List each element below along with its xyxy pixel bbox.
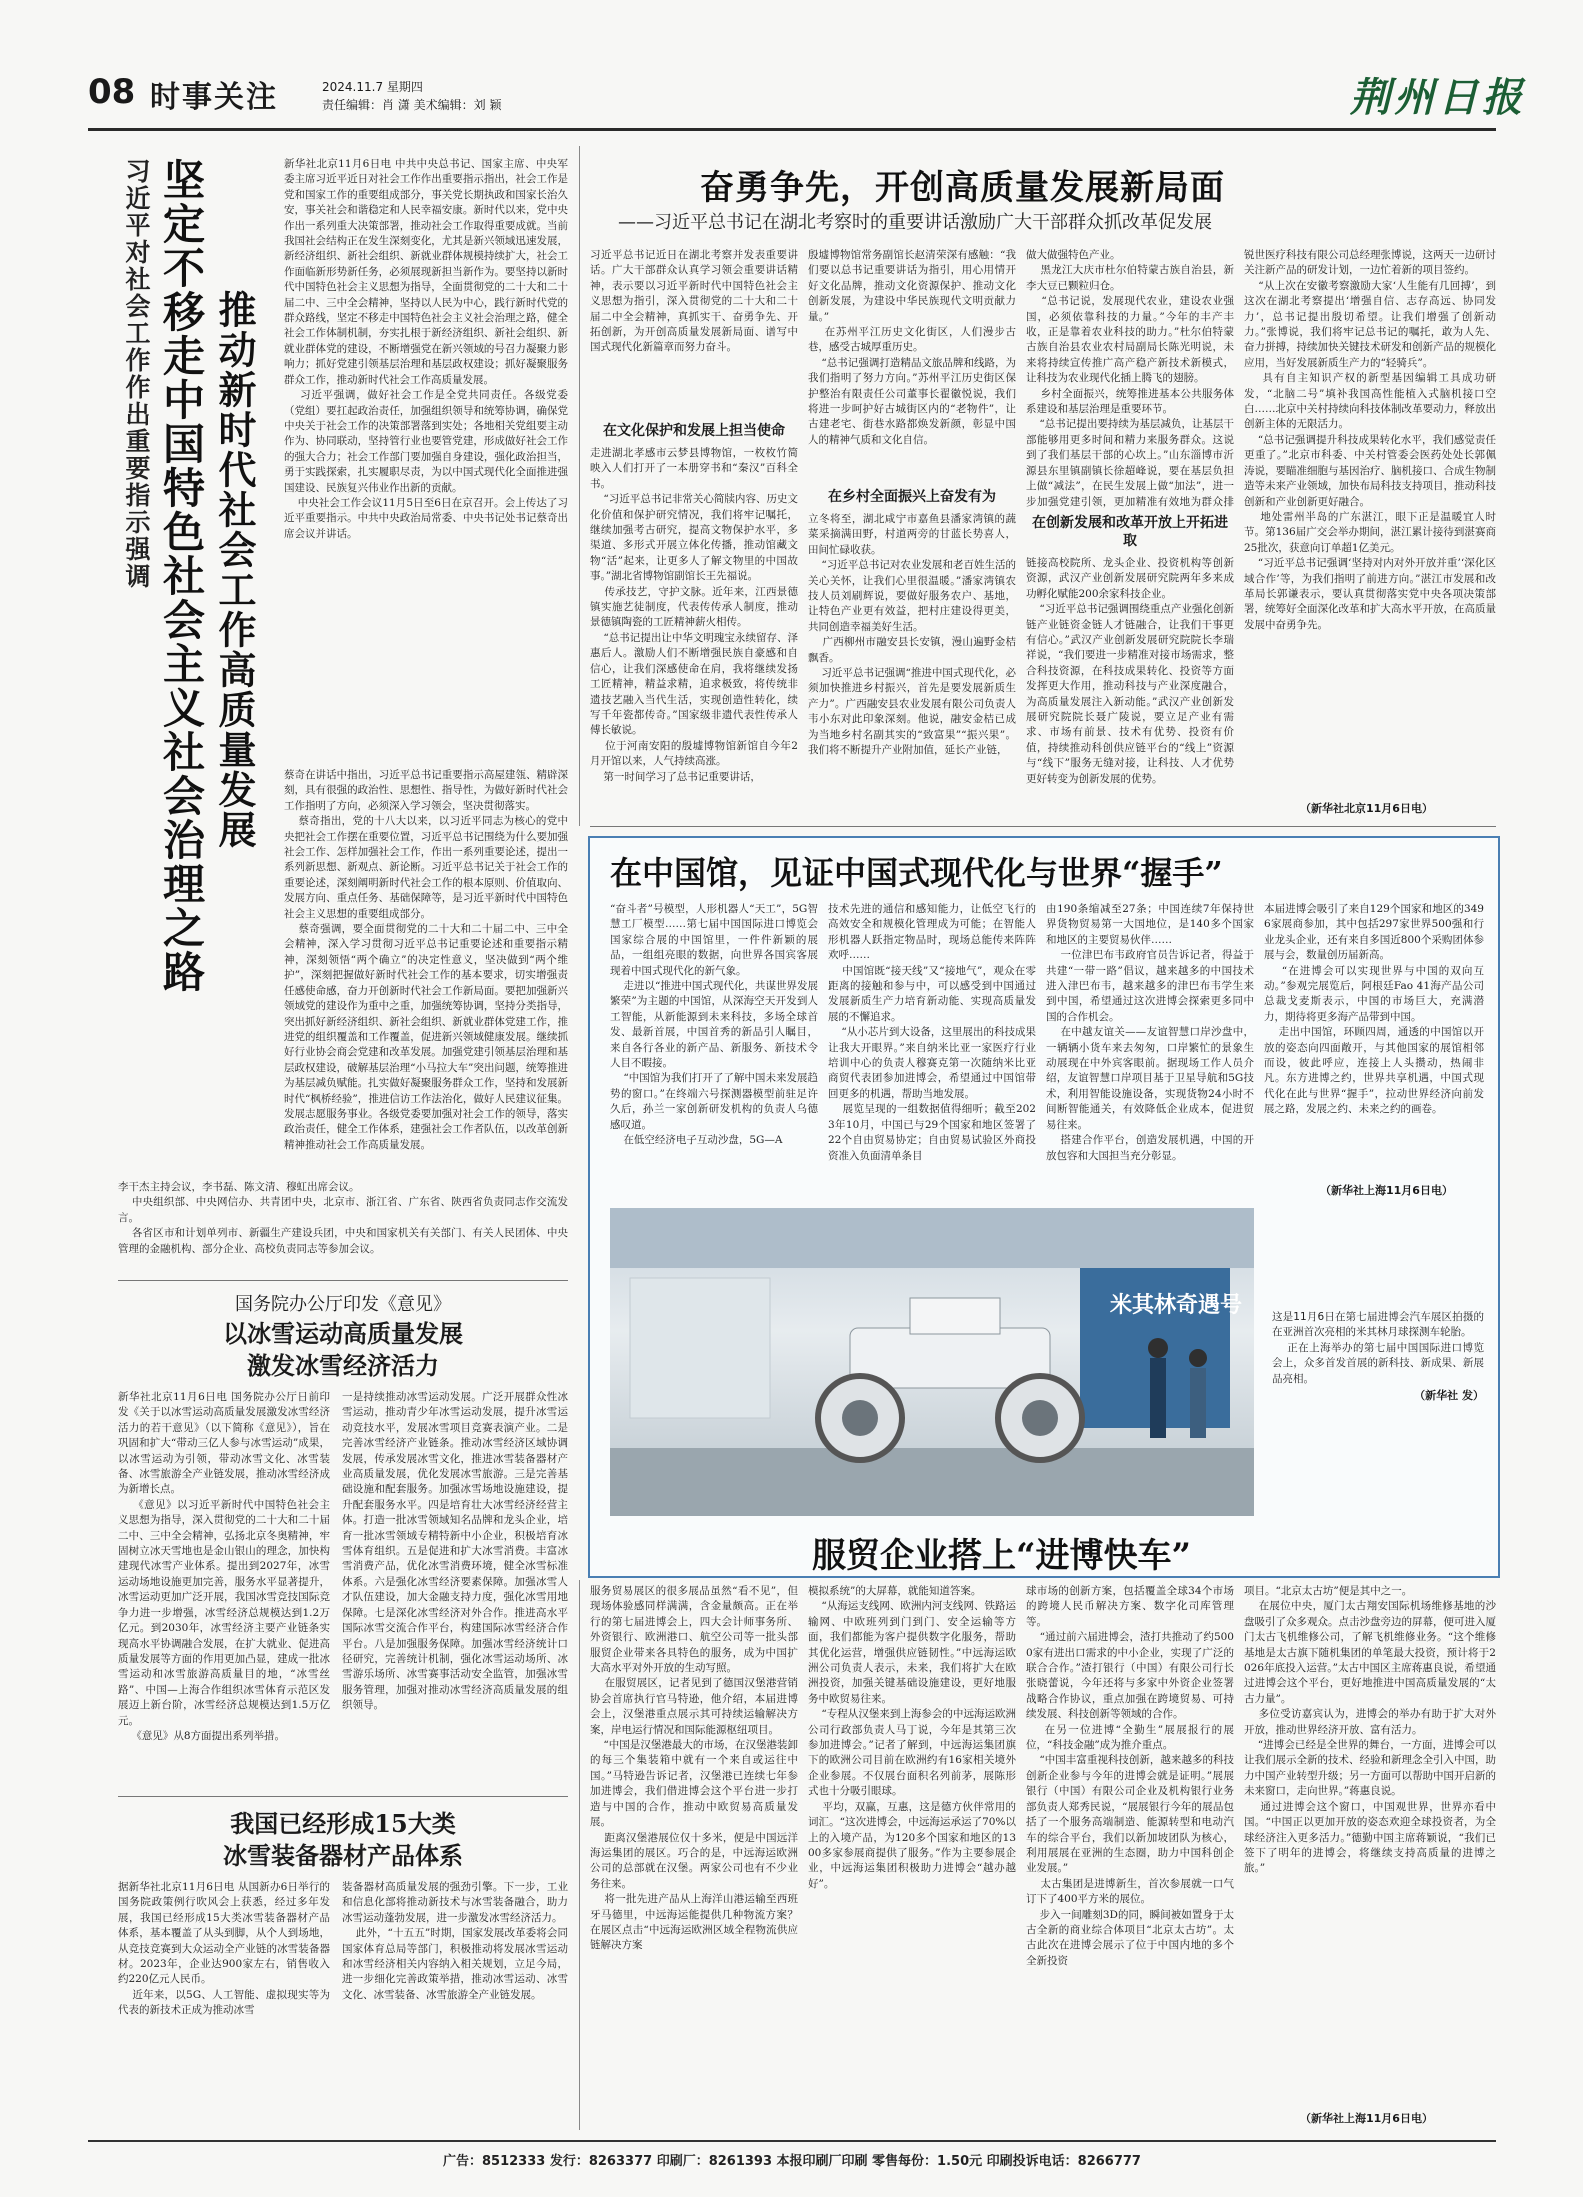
section-rule-1 — [590, 826, 1496, 827]
lead-column-2: 蔡奇在讲话中指出，习近平总书记重要指示高屋建瓴、精辟深刻，具有很强的政治性、思想性、指导性，为做好新时代社会工作指明了方向，必须深入学习领会，坚决贯彻落实。 蔡奇指出，党的十八大以来，以习近平同志为核心的党中央把社会工作摆在重要位置，习近平总书记围绕为什么要加强社会工作、怎样加强社会工作，作出一系列重要论述，提出一系列新思想、新观点、新论断。习近平总书记关于社会工作的重要论述，深刻阐明新时代社会工作的根本原则、价值取向、发展方向、重点任务、基础保障等，是习近平新时代中国特色社会主义思想的重要组成部分。 蔡奇强调，要全面贯彻党的二十大和二十届二中、三中全会精神，深入学习贯彻习近平总书记重要论述和重要指示精神，深刻领悟“两个确立”的决定性意义，坚决做到“两个维护”，深刻把握做好新时代社会工作的基本要求，切实增强责任感使命感，奋力开创新时代社会工作新局面。要把加强新兴领域党的建设作为重中之重，加强统筹协调，坚持分类指导，突出抓好新经济组织、新社会组织、新就业群体党建工作，推进党的组织覆盖和工作覆盖，促进新兴领域健康发展。继续抓好行业协会商会党建和改革发展。加强党建引领基层治理和基层政权建设，破解基层治理“小马拉大车”突出问题，统筹推进为基层减负赋能。扎实做好凝聚服务群众工作，坚持和发展新时代“枫桥经验”，推进信访工作法治化，做好人民建议征集。发展志愿服务事业。各级党委要加强对社会工作的领导，落实政治责任，健全工作体系，建强社会工作者队伍，以改革创新精神推动社会工作高质量发展。 — [284, 769, 568, 1151]
section-rule-3 — [118, 1796, 568, 1797]
ice-column-2: 一是持续推动冰雪运动发展。广泛开展群众性冰雪运动，推动青少年冰雪运动发展，提升冰雪运动竞技水平，发展冰雪项目竞赛表演产业。二是完善冰雪经济产业链条。推动冰雪经济区域协调发展，传承发展冰雪文化，推进冰雪装备器材产业高质量发展，优化发展冰雪旅游。三是完善基础设施和配套服务。加强冰雪场地设施建设，提升配套服务水平。四是培育壮大冰雪经济经营主体。打造一批冰雪领域知名品牌和龙头企业，培育一批冰雪领域专精特新中小企业，积极培育冰雪体育组织。五是促进和扩大冰雪消费。丰富冰雪消费产品，优化冰雪消费环境，健全冰雪标准体系。六是强化冰雪经济要素保障。加强冰雪人才队伍建设，加大金融支持力度，强化冰雪用地保障。七是深化冰雪经济对外合作。推进高水平国际冰雪交流合作平台，构建国际冰雪经济合作平台。八是加强服务保障。加强冰雪经济统计口径研究，完善统计机制，强化冰雪运动场所、冰雪游乐场所、冰雪赛事活动安全监管，加强冰雪服务管理，加强对推动冰雪经济高质量发展的组织领导。 — [342, 1391, 568, 1712]
trade-column-1: 服务贸易展区的很多展品虽然“看不见”，但现场体验感同样满满，含金量颇高。正在举行的第七届进博会上，四大会计师事务所、外资银行、欧洲港口、航空公司等一批头部服贸企业带来各具特色的服务，成为中国扩大高水平对外开放的生动写照。 在服贸展区，记者见到了德国汉堡港营销协会首席执行官马特逊，他介绍，本届进博会上，汉堡港重点展示其可持续运输解决方案，岸电运行情况和国际能源枢纽项目。 “中国是汉堡港最大的市场，在汉堡港装卸的每三个集装箱中就有一个来自或运往中国。”马特逊告诉记者，汉堡港已连续七年参加进博会，我们借进博会这个平台进一步打造与中国的合作，推动中欧贸易高质量发展。 距离汉堡港展位仅十多米，便是中国远洋海运集团的展区。巧合的是，中远海运欧洲公司的总部就在汉堡。两家公司也有不少业务往来。 将一批先进产品从上海洋山港运输至西班牙马德里，中远海运能提供几种物流方案？在展区点击“中远海运欧洲区域全程物流供应链解决方案 — [590, 1585, 798, 1952]
ice-kicker: 国务院办公厅印发《意见》 — [235, 1294, 451, 1315]
trade-dateline: （新华社上海11月6日电） — [1300, 2112, 1433, 2125]
page-number: 08 — [88, 72, 136, 112]
ciie-headline: 在中国馆，见证中国式现代化与世界“握手” — [610, 854, 1223, 892]
hubei-column-1b: 走进湖北孝感市云梦县博物馆，一枚枚竹简映入人们打开了一本册穿书和“秦汉”百科全书。 “习近平总书记非常关心简牍内容、历史文化价值和保护研究情况，我们将牢记嘱托，继续加强考古研究，提高文物保护水平，多渠道、多形式开展立体化传播，推动馆藏文物“活”起来，让更多人了解文物里的中国故事。”湖北省博物馆副馆长王先福说。 传承技艺，守护文脉。近年来，江西景德镇实施艺徒制度，代表传传承人制度，推动景德镇陶瓷的工匠精神薪火相传。 “总书记提出让中华文明瑰宝永续留存、泽惠后人。激励人们不断增强民族自豪感和自信心，让我们深感使命在肩，我将继续发扬工匠精神，精益求精，追求极致，将传统非遗技艺融入当代生活，实现创造性转化，续写千年瓷都传奇。”国家级非遗代表性传承人傅长敏说。 位于河南安阳的殷墟博物馆新馆自今年2月开馆以来，人气持续高涨。 第一时间学习了总书记重要讲话， — [590, 447, 798, 783]
lead-headline-primary: 坚定不移走中国特色社会主义社会治理之路 — [157, 158, 206, 994]
photo-credit: （新华社 发） — [1414, 1389, 1484, 1403]
photo-caption — [1272, 1310, 1484, 1510]
lead-kicker: 习近平对社会工作作出重要指示强调 — [122, 158, 151, 590]
section-rule-2 — [118, 1280, 568, 1281]
lead-attendees: 李干杰主持会议，李书磊、陈文清、穆虹出席会议。 中央组织部、中央网信办、共青团中央，北京市、浙江省、广东省、陕西省负责同志作交流发言。 各省区市和计划单列市、新疆生产建设兵团，中央和国家机关有关部门、有关人民团体、中央管理的金融机构、部分企业、高校负责同志等参加会议。 — [118, 1181, 568, 1255]
ciie-dateline: （新华社上海11月6日电） — [1320, 1184, 1453, 1197]
ciie-column-1: “奋斗者”号模型，人形机器人“天工”，5G智慧工厂模型……第七届中国国际进口博览会国家综合展的中国馆里，一件件新颖的展品，一组组亮眼的数据，向世界各国宾客展现着中国式现代化的新气象。 走进以“推进中国式现代化，共谋世界发展繁荣”为主题的中国馆，从深海空天开发到人工智能，从新能源到未来科技，多场全球首发、最新首展，中国首秀的新品引人瞩目，来自各行各业的新产品、新服务、新技术令人目不暇接。 “中国馆为我们打开了了解中国未来发展趋势的窗口。”在终端六号探测器模型前驻足许久后，孙兰一家创新研发机构的负责人乌德感叹道。 在低空经济电子互动沙盘，5G—A — [610, 903, 818, 1147]
lead-headline-secondary: 推动新时代社会工作高质量发展 — [212, 290, 257, 850]
hubei-subhead: ——习近平总书记在湖北考察时的重要讲话激励广大干部群众抓改革促发展 — [618, 212, 1212, 233]
hubei-headline: 奋勇争先，开创高质量发展新局面 — [700, 168, 1225, 208]
ciie-column-2: 技术先进的通信和感知能力，让低空飞行的高效安全和规模化管理成为可能；在智能人形机器人跃指定物品时，现场总能传来阵阵欢呼…… 中国馆既“接天线”又“接地气”，观众在零距离的接触和参与中，可以感受到中国通过发展新质生产力培育新动能、实现高质量发展的不懈追求。 “从小芯片到大设备，这里展出的科技成果让我大开眼界。”来自纳米比亚一家医疗行业培训中心的负责人穆赛克第一次随纳米比亚商贸代表团参加进博会，希望通过中国馆带回更多的机遇，帮助当地发展。 展览呈现的一组数据值得细听；截至2023年10月，中国已与29个国家和地区签署了22个自由贸易协定；自由贸易试验区外商投资准入负面清单条目 — [828, 903, 1036, 1162]
hubei-column-2b: 立冬将至，湖北咸宁市嘉鱼县潘家湾镇的蔬菜采摘满田野，村道两旁的甘蓝长势喜人，田间忙碌收获。 “习近平总书记对农业发展和老百姓生活的关心关怀，让我们心里很温暖。”潘家湾镇农技人员刘刷辉说，要做好服务农户、基地，让特色产业更有效益，把村庄建设得更美，共同创造幸福美好生活。 广西柳州市融安县长安镇，漫山遍野金桔飘香。 习近平总书记强调“推进中国式现代化，必须加快推进乡村振兴，首先是要发展新质生产力”。广西融安县农业发展有限公司负责人韦小东对此印象深刻。他说，融安金桔已成为当地乡村名副其实的“致富果”“振兴果”。我们将不断提升产业附加值，延长产业链， — [808, 513, 1016, 757]
hubei-column-2a: 殷墟博物馆常务副馆长赵清荣深有感触：“我们要以总书记重要讲话为指引，用心用情开好文化品牌，推动文化资源保护、推动文化创新发展，为建设中华民族现代文明贡献力量。” 在苏州平江历史文化街区，人们漫步古巷，感受古城厚重历史。 “总书记强调打造精品文旅品牌和线路，为我们指明了努力方向。”苏州平江历史街区保护整治有限责任公司董事长翟徽悦说，我们将进一步呵护好古城街区内的“老物件”，让古建老宅、街巷水路都焕发新颜，彰显中国人的精神气质和文化自信。 — [808, 249, 1016, 446]
photo-caption-text: 这是11月6日在第七届进博会汽车展区拍摄的在亚洲首次亮相的米其林月球探测车轮胎。 正在上海举办的第七届中国国际进口博览会上，众多首发首展的新科技、新成果、新展品亮相。 — [1272, 1311, 1484, 1385]
trade-column-3: 球市场的创新方案，包括覆盖全球34个市场的跨境人民币解决方案、数字化司库管理等。 “通过前六届进博会，渣打共推动了约5000家有进出口需求的中小企业，实现了广泛的联合合作。”渣打银行（中国）有限公司行长张晓蕾说，今年还将与多家中外资企业签署战略合作协议，重点加强在跨境贸易、可持续发展、科技创新等领域的合作。 在另一位进博“全勤生”展展报行的展位，“科技金融”成为推介重点。 “中国丰富重视科技创新，越来越多的科技创新企业参与今年的进博会就是证明。”展展银行（中国）有限公司企业及机构银行业务部负责人郑秀民说，“展展银行今年的展品包括了一个服务高端制造、能源转型和电动汽车的综合平台，我们以新加坡团队为核心，利用展展在亚洲的生态圈，助力中国科创企业发展。” 太古集团是进博新生，首次参展就一口气订下了400平方米的展位。 步入一间雕刻3D的同，瞬间被如置身于太古全新的商业综合体项目“北京太古坊”。太古此次在进博会展示了位于中国内地的多个全新投资 — [1026, 1585, 1234, 1967]
expo-photo — [610, 1208, 1254, 1516]
equip-headline: 我国已经形成15大类 冰雪装备器材产品体系 — [223, 1809, 463, 1870]
footer-rule — [88, 2140, 1496, 2142]
editor-credits: 责任编辑：肖 潇 美术编辑：刘 颖 — [322, 98, 502, 112]
photo-banner-text: 米其林奇遇号 — [1110, 1293, 1243, 1318]
page-header — [0, 0, 1583, 121]
equip-column-1: 据新华社北京11月6日电 从国新办6日举行的国务院政策例行吹风会上获悉，经过多年发展，我国已经形成15大类冰雪装备器材产品体系，基本覆盖了从头到脚，从个人到场地，从竞技竞赛到大众运动全产业链的冰雪装备器材。2023年，企业达900家左右，销售收入约220亿元人民币。 近年来，以5G、人工智能、虚拟现实等为代表的新技术正成为推动冰雪 — [118, 1881, 330, 2017]
hubei-subhead-culture: 在文化保护和发展上担当使命 — [603, 423, 785, 439]
hubei-dateline: （新华社北京11月6日电） — [1300, 802, 1433, 815]
header-rule — [88, 128, 1496, 131]
hubei-column-3a: 做大做强特色产业。 黑龙江大庆市杜尔伯特蒙古族自治县，新李大豆已颗粒归仓。 “总书记说，发展现代农业，建设农业强国，必须依靠科技的力量。”今年的丰产丰收，正是靠着农业科技的助力。”杜尔伯特蒙古族自治县农业农村局副局长陈光明说，未来将持续宣传推广高产稳产新技术新模式，让科技为农业现代化插上腾飞的翅膀。 乡村全面振兴，统筹推进基本公共服务体系建设和基层治理是重要环节。 “总书记提出要持续为基层减负，让基层干部能够用更多时间和精力来服务群众。这说到了我们基层干部的心坎上。”山东淄博市沂源县东里镇副镇长徐超峰说，要在基层负担上做“减法”，在民生发展上做“加法”，进一步加强党建引领，更加精准有效地为群众排 — [1026, 249, 1234, 508]
trade-headline: 服贸企业搭上“进博快车” — [812, 1536, 1192, 1576]
ice-headline: 以冰雪运动高质量发展 激发冰雪经济活力 — [223, 1319, 463, 1380]
issue-date: 2024.11.7 星期四 — [322, 80, 423, 94]
column-divider — [579, 146, 580, 826]
ciie-column-4: 本届进博会吸引了来自129个国家和地区的3496家展商参加，其中包括297家世界500强和行业龙头企业，还有来自多国近800个采购团体参展与会，数量创历届新高。 “在进博会可以实现世界与中国的双向互动。”参观完展览后，阿根廷Fao 41海产品公司总裁戈麦斯表示，中国的市场巨大，充满潜力，期待将更多海产品带到中国。 走出中国馆，环顾四周，通透的中国馆以开放的姿态向四面敞开，与其他国家的展馆相邻而设，彼此呼应，连接上人头攒动，热闹非凡。东方进博之约，世界共享机遇，中国式现代化在此与世界“握手”，拉动世界经济向前发展之路，发展之约、未来之约的画卷。 — [1264, 903, 1484, 1116]
footer-info: 广告：8512333 发行：8263377 印刷厂：8261393 本报印刷厂印刷 零售每份：1.50元 印刷投诉电话：8266777 — [443, 2154, 1141, 2169]
hubei-column-1a: 习近平总书记近日在湖北考察并发表重要讲话。广大干部群众认真学习领会重要讲话精神，表示要以习近平新时代中国特色社会主义思想为指引，深入贯彻党的二十大和二十届二中全会精神，真抓实干、奋勇争先、开拓创新，为开创高质量发展新局面、谱写中国式现代化新篇章而努力奋斗。 — [590, 249, 798, 354]
trade-column-4: 项目。“北京太古坊”便是其中之一。 在展位中央，厦门太古翔安国际机场维修基地的沙盘吸引了众多观众。点击沙盘旁边的屏幕，便可进入厦门太古飞机维修公司，了解飞机维修业务。“这个维修基地是太古旗下随机集团的单笔最大投资，预计将于2026年底投入运营。”太古中国区主席蒋惠良说，希望通过进博会这个平台，更好地推进中国高质量发展的“太古力量”。 多位受访嘉宾认为，进博会的举办有助于扩大对外开放，推动世界经济开放、富有活力。 “进博会已经是全世界的舞台，一方面，进博会可以让我们展示全新的技术、经验和新理念全引入中国，助力中国产业转型升级；另一方面可以帮助中国开启新的未来窗口，走向世界。”蒋惠良说。 通过进博会这个窗口，中国观世界，世界亦看中国。“中国正以更加开放的姿态欢迎全球投资者，为全球经济注入更多活力。”德勤中国主席蒋颖说，“我们已签下了明年的进博会，将继续支持高质量的进博之旅。” — [1244, 1585, 1496, 1875]
hubei-subhead-rural: 在乡村全面振兴上奋发有为 — [828, 489, 996, 505]
hubei-column-3b: 链接高校院所、龙头企业、投资机构等创新资源，武汉产业创新发展研究院两年多来成功孵化赋能200余家科技企业。 “习近平总书记强调围绕重点产业强化创新链产业链资金链人才链融合，让我们干事更有信心。”武汉产业创新发展研究院院长李瑞祥说，“我们要进一步精准对接市场需求，整合科技资源，在科技成果转化、投资等方面发挥更大作用，推动科技与产业深度融合，为高质量发展注入新动能。”武汉产业创新发展研究院院长聂广陵说，要立足产业有需求、市场有前景、技术有优势、投资有价值，持续推动科创供应链平台的“线上”资源与“线下”服务无缝对接，让科技、人才优势更好转变为创新发展的优势。 — [1026, 557, 1234, 785]
trade-column-2: 模拟系统”的大屏幕，就能知道答案。 “从海运支线网、欧洲内河支线网、铁路运输网、中欧班列到门到门、安全运输等方面，我们都能为客户提供数字化服务，帮助其优化运营，增强供应链韧性。”中远海运欧洲公司负责人表示，未来，我们将扩大在欧洲投资，加强关键基础设施建设，更好地服务中欧贸易往来。 “专程从汉堡来到上海参会的中远海运欧洲公司行政部负责人马丁说，今年是其第三次参加进博会。”记者了解到，中远海运集团旗下的欧洲公司目前在欧洲约有16家相关境外企业参展。不仅展台面积名列前茅，展陈形式也十分吸引眼球。 平均，双赢，互惠，这是德方伙伴常用的词汇。“这次进博会，中远海运承运了70%以上的入境产品，为120多个国家和地区的1300多家参展商提供了服务。”作为主要参展企业，中远海运集团积极助力进博会“越办越好”。 — [808, 1585, 1016, 1890]
ciie-column-3: 由190条缩减至27条；中国连续7年保持世界货物贸易第一大国地位，是140多个国家和地区的主要贸易伙伴…… 一位津巴布韦政府官员告诉记者，得益于共建“一带一路”倡议，越来越多的中国技术进入津巴布韦，越来越多的津巴布韦学生来到中国，希望通过这次进博会探索更多同中国的合作机会。 在中越友谊关——友谊智慧口岸沙盘中，一辆辆小货车来去匆匆，口岸繁忙的景象生动展现在中外宾客眼前。据现场工作人员介绍，友谊智慧口岸项目基于卫星导航和5G技术，利用智能设施设备，实现货物24小时不间断智能通关，有效降低企业成本，促进贸易往来。 搭建合作平台，创造发展机遇，中国的开放包容和大国担当充分彰显。 — [1046, 903, 1254, 1162]
equip-column-2: 装备器材高质量发展的强劲引擎。下一步，工业和信息化部将推动新技术与冰雪装备融合，助力冰雪运动蓬勃发展，进一步激发冰雪经济活力。 此外，“十五五”时期，国家发展改革委将会同国家体育总局等部门，积极推动将发展冰雪运动和冰雪经济相关内容纳入相关规划，立足今局，进一步细化完善政策举措，推动冰雪运动、冰雪文化、冰雪装备、冰雪旅游全产业链发展。 — [342, 1881, 568, 2001]
section-title: 时事关注 — [150, 80, 278, 115]
lunar-rover-illustration — [610, 1208, 1254, 1516]
hubei-subhead-innovation: 在创新发展和改革开放上开拓进取 — [1032, 515, 1228, 549]
hubei-column-4: 锐世医疗科技有限公司总经理张博说，这两天一边研讨关注新产品的研发计划，一边忙着新的项目签约。 “从上次在安徽考察激励大家‘人生能有几回搏’，到这次在湖北考察提出‘增强自信、志存高远、协同发力’，总书记提出殷切希望。让我们增强了创新动力。”张博说，我们将牢记总书记的嘱托，敢为人先、奋力拼搏，持续加快关键技术研发和创新产品的规模化应用，当好发展新质生产力的“轻骑兵”。 具有自主知识产权的新型基因编辑工具成功研发，“北脑二号”填补我国高性能植入式脑机接口空白……北京中关村持续向科技体制改革要动力，释放出创新主体的无限活力。 “总书记强调提升科技成果转化水平，我们感觉责任更重了。”北京市科委、中关村管委会医药处处长郭佩涛说，要瞄准细胞与基因治疗、脑机接口、合成生物制造等未来产业领域，加快布局科技支持项目，推动科技创新和产业创新更好融合。 地处雷州半岛的广东湛江，眼下正是温暖宜人时节。第136届广交会举办期间，湛江累计接待到湛赛商25批次，获意向订单超1亿美元。 “习近平总书记强调‘坚持对内对外开放并重’‘深化区域合作’等，为我们指明了前进方向。”湛江市发展和改革局长郭谦表示，要认真贯彻落实党中央各项决策部署，统筹好全面深化改革和扩大高水平开放，在高质量发展中奋勇争先。 — [1244, 249, 1496, 631]
column-divider-lower — [579, 1580, 580, 2130]
lead-column-1: 新华社北京11月6日电 中共中央总书记、国家主席、中央军委主席习近平近日对社会工作作出重要指示指出，社会工作是党和国家工作的重要组成部分，事关党长期执政和国家长治久安，事关社会和谐稳定和人民幸福安康。新时代以来，党中央作出一系列重大决策部署，推动社会工作取得重要成就。当前我国社会结构正在发生深刻变化，尤其是新兴领域迅速发展，新经济组织、新社会组织、新就业群体规模持续扩大，社会工作面临新形势新任务，必须展现新担当新作为。要坚持以新时代中国特色社会主义思想为指导，全面贯彻党的二十大和二十届二中、三中全会精神，坚持以人民为中心，践行新时代党的群众路线，坚定不移走中国特色社会主义社会治理之路，健全社会工作体制机制，夯实扎根于新经济组织、新社会组织、新就业群体党的建设，不断增强党在新兴领域的号召力凝聚力影响力；抓好党建引领基层治理和基层政权建设；抓好凝聚服务群众工作，推动新时代社会工作高质量发展。 习近平强调，做好社会工作是全党共同责任。各级党委（党组）要扛起政治责任，加强组织领导和统筹协调，确保党中央关于社会工作的决策部署落到实处；各地相关党组要主动作为、协同联动，坚持管行业也要管党建，形成做好社会工作的强大合力；社会工作部门要加强自身建设，强化政治担当，勇于实践探索，扎实履职尽责，为以中国式现代化全面推进强国建设、民族复兴伟业作出新的贡献。 中央社会工作会议11月5日至6日在京召开。会上传达了习近平重要指示。中共中央政治局常委、中央书记处书记蔡奇出席会议并讲话。 — [284, 158, 568, 540]
ice-column-1: 新华社北京11月6日电 国务院办公厅日前印发《关于以冰雪运动高质量发展激发冰雪经济活力的若干意见》（以下简称《意见》），旨在巩固和扩大“带动三亿人参与冰雪运动”成果，以冰雪运动为引领，带动冰雪文化、冰雪装备、冰雪旅游全产业链发展，推动冰雪经济成为新增长点。 《意见》以习近平新时代中国特色社会主义思想为指导，深入贯彻党的二十大和二十届二中、三中全会精神，弘扬北京冬奥精神，牢固树立冰天雪地也是金山银山的理念，加快构建现代冰雪产业体系。提出到2027年，冰雪运动场地设施更加完善，服务水平显著提升，冰雪运动更加广泛开展，我国冰雪竞技国际竞争力进一步增强，冰雪经济总规模达到1.2万亿元。到2030年，冰雪经济主要产业链条实现高水平协调融合发展，在扩大就业、促进高质量发展等方面的作用更加凸显，建成一批冰雪运动和冰雪旅游高质量目的地，“冰雪丝路”、中国—上海合作组织冰雪体育示范区发展迈上新台阶，冰雪经济总规模达到1.5万亿元。 《意见》从8方面提出系列举措。 — [118, 1391, 330, 1742]
masthead-logo: 荆州日报 — [1350, 74, 1526, 121]
